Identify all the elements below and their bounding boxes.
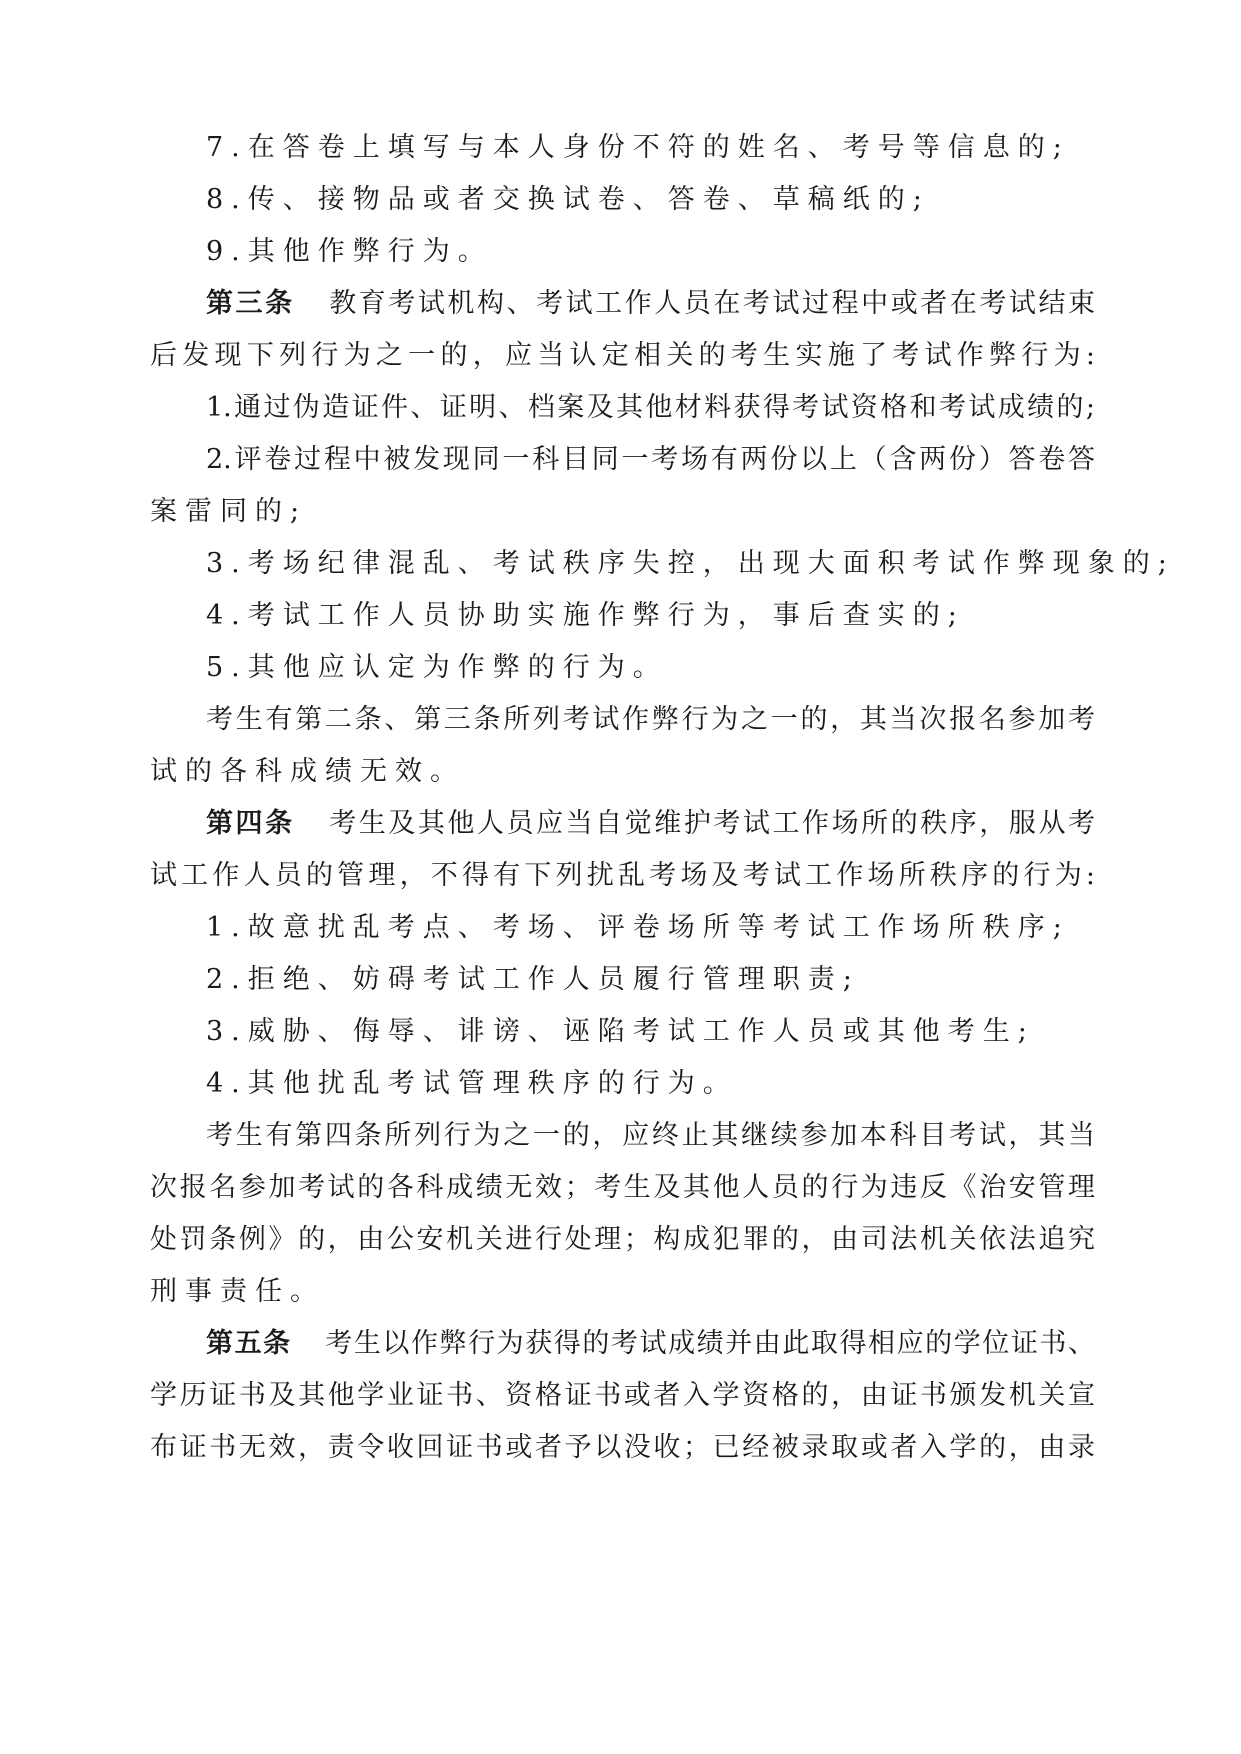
article-4-label: 第四条 [206, 808, 295, 839]
article-4-item-4: 4.其他扰乱考试管理秩序的行为。 [206, 1068, 738, 1099]
list-item-8: 8.传、接物品或者交换试卷、答卷、草稿纸的; [206, 184, 930, 215]
summary-2-line-2: 次报名参加考试的各科成绩无效；考生及其他人员的行为违反《治安管理 [150, 1172, 1095, 1203]
article-5-line-3: 布证书无效，责令收回证书或者予以没收；已经被录取或者入学的，由录 [150, 1432, 1095, 1463]
article-3-item-3: 3.考场纪律混乱、考试秩序失控，出现大面积考试作弊现象的; [206, 548, 1175, 579]
article-4-item-2: 2.拒绝、妨碍考试工作人员履行管理职责; [206, 964, 860, 995]
article-5-line-1 [206, 1314, 1095, 1374]
article-4-item-3: 3.威胁、侮辱、诽谤、诬陷考试工作人员或其他考生; [206, 1016, 1035, 1047]
article-5-label: 第五条 [206, 1328, 292, 1359]
summary-1-line-1: 考生有第二条、第三条所列考试作弊行为之一的，其当次报名参加考 [206, 704, 1095, 735]
article-3-item-4: 4.考试工作人员协助实施作弊行为，事后查实的; [206, 600, 965, 631]
list-item-7: 7.在答卷上填写与本人身份不符的姓名、考号等信息的; [206, 132, 1070, 163]
summary-2-line-3: 处罚条例》的，由公安机关进行处理；构成犯罪的，由司法机关依法追究 [150, 1224, 1095, 1255]
article-5-text-1: 考生以作弊行为获得的考试成绩并由此取得相应的学位证书、 [323, 1328, 1096, 1359]
article-5-line-2: 学历证书及其他学业证书、资格证书或者入学资格的，由证书颁发机关宣 [150, 1380, 1095, 1411]
article-3-label: 第三条 [206, 288, 295, 319]
article-4-item-1: 1.故意扰乱考点、考场、评卷场所等考试工作场所秩序; [206, 912, 1070, 943]
article-3-item-1: 1.通过伪造证件、证明、档案及其他材料获得考试资格和考试成绩的; [206, 392, 1095, 423]
article-3-item-2-line-2: 案雷同的; [150, 496, 308, 527]
article-3-line-2: 后发现下列行为之一的，应当认定相关的考生实施了考试作弊行为: [150, 340, 1095, 371]
article-3-text-1: 教育考试机构、考试工作人员在考试过程中或者在考试结束 [326, 288, 1095, 319]
article-4-text-1: 考生及其他人员应当自觉维护考试工作场所的秩序，服从考 [326, 808, 1095, 839]
article-3-line-1 [206, 274, 1095, 334]
article-4-line-1 [206, 794, 1095, 854]
summary-1-line-2: 试的各科成绩无效。 [150, 756, 465, 787]
article-3-item-5: 5.其他应认定为作弊的行为。 [206, 652, 668, 683]
article-3-item-2-line-1: 2.评卷过程中被发现同一科目同一考场有两份以上（含两份）答卷答 [206, 444, 1095, 475]
list-item-9: 9.其他作弊行为。 [206, 236, 493, 267]
summary-2-line-4: 刑事责任。 [150, 1276, 325, 1307]
article-4-line-2: 试工作人员的管理，不得有下列扰乱考场及考试工作场所秩序的行为: [150, 860, 1095, 891]
summary-2-line-1: 考生有第四条所列行为之一的，应终止其继续参加本科目考试，其当 [206, 1120, 1095, 1151]
